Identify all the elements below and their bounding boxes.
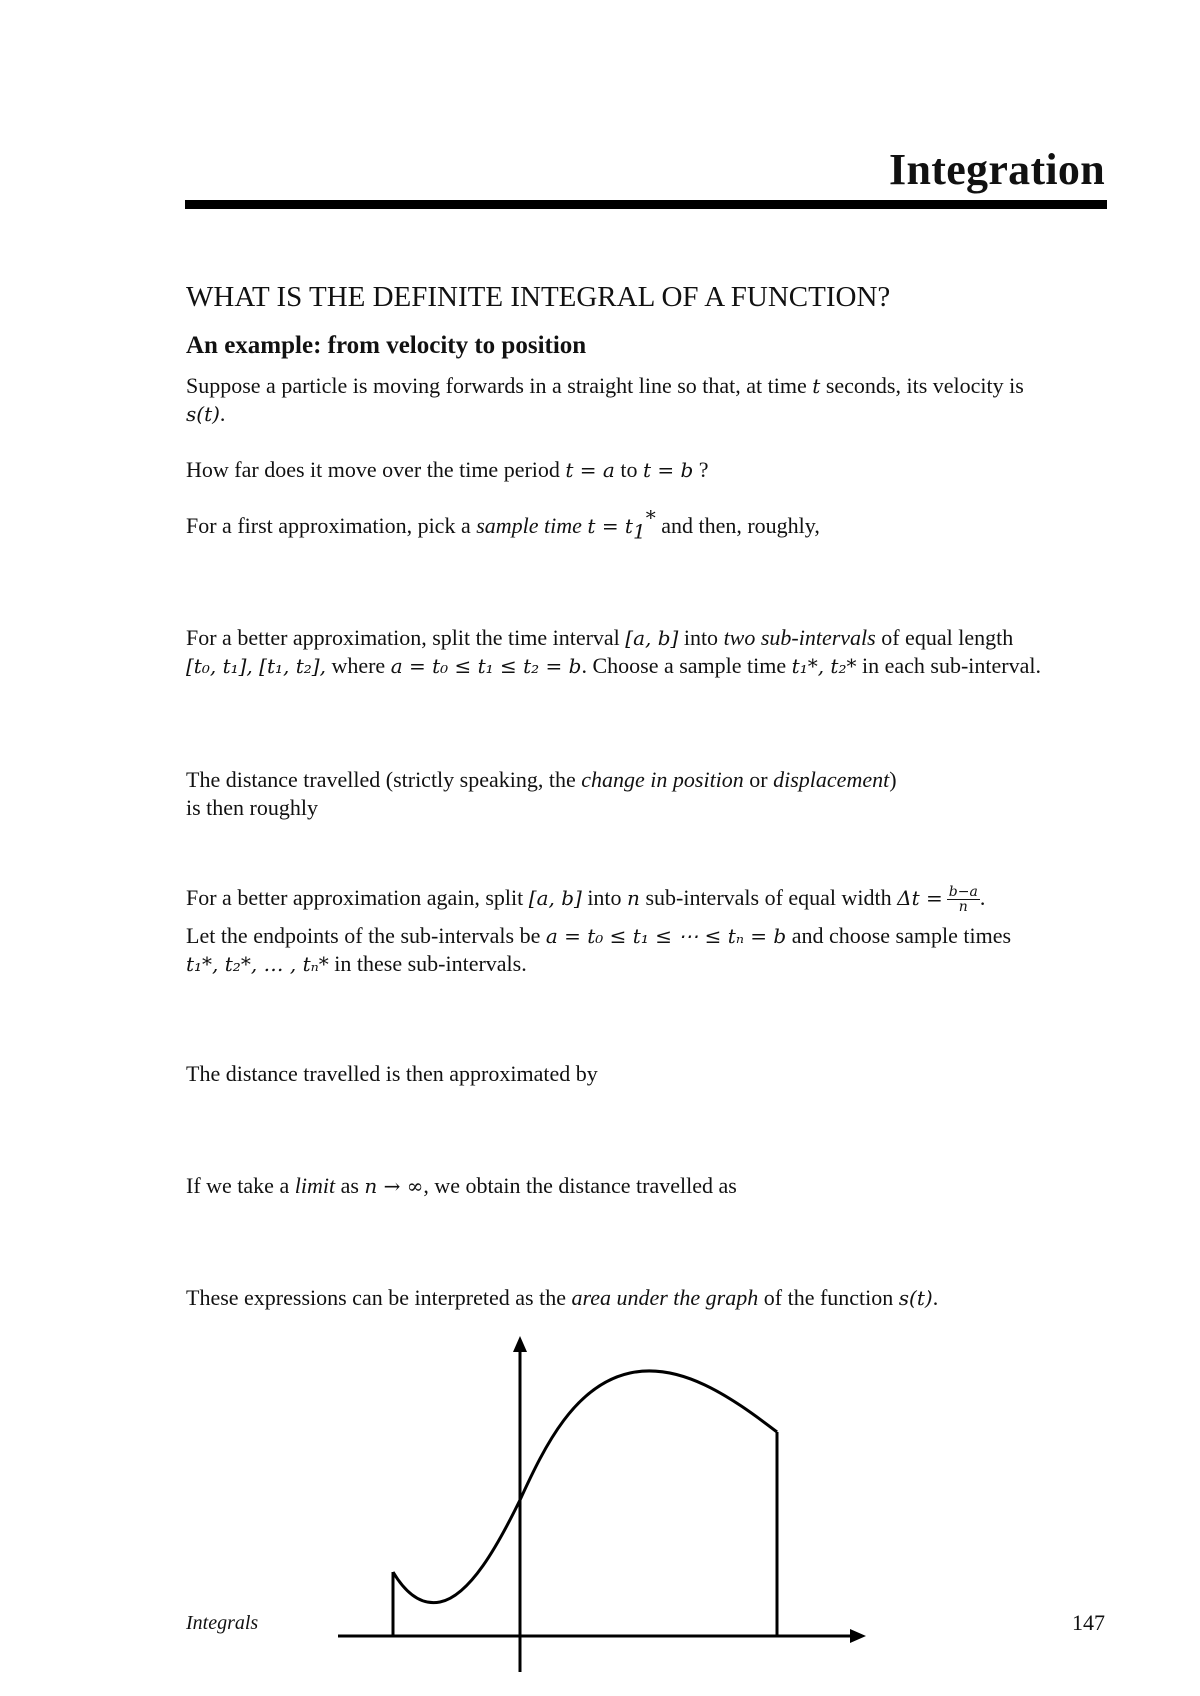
paragraph-6-line-3: t₁*, t₂*, … , tₙ* in these sub-intervals. — [186, 951, 527, 976]
paragraph-5-line-1: The distance travelled (strictly speaking, the change in position or displacement) — [186, 767, 897, 792]
paragraph-1-line-2: s(t). — [186, 401, 226, 426]
page-number: 147 — [1072, 1610, 1105, 1635]
paragraph-2: How far does it move over the time period t = a to t = b ? — [186, 457, 709, 482]
paragraph-3: For a first approximation, pick a sample time $t = t_1^*$ and then, roughly, — [186, 505, 820, 544]
subheading: An example: from velocity to position — [186, 332, 587, 359]
paragraph-9: These expressions can be interpreted as the area under the graph of the function s(t). — [186, 1285, 939, 1310]
paragraph-6-line-1: For a better approximation again, split [a, b] into n sub-intervals of equal width Δt = $\frac{b-a}{n}$ . — [186, 884, 986, 916]
chapter-title: Integration — [889, 145, 1105, 194]
y-axis — [513, 1336, 527, 1672]
paragraph-4-line-2: [t₀, t₁], [t₁, t₂], where a = t₀ ≤ t₁ ≤ t₂ = b. Choose a sample time t₁*, t₂* in each sub-interval. — [186, 653, 1041, 678]
paragraph-6-line-2: Let the endpoints of the sub-intervals be a = t₀ ≤ t₁ ≤ ⋯ ≤ tₙ = b and choose sample times — [186, 923, 1012, 948]
paragraph-5-line-2: is then roughly — [186, 795, 318, 820]
x-axis — [338, 1629, 866, 1643]
paragraph-7: The distance travelled is then approximated by — [186, 1061, 598, 1086]
paragraph-4-line-1: For a better approximation, split the time interval [a, b] into two sub-intervals of equal length — [186, 625, 1014, 650]
section-heading: WHAT IS THE DEFINITE INTEGRAL OF A FUNCTION? — [186, 281, 891, 313]
paragraph-8: If we take a limit as n → ∞, we obtain the distance travelled as — [186, 1173, 737, 1198]
delta-t-fraction: $\frac{b-a}{n}$ — [948, 884, 978, 916]
footer-section-name: Integrals — [186, 1612, 259, 1634]
paragraph-1-line-1: Suppose a particle is moving forwards in a straight line so that, at time t seconds, its velocity is — [186, 373, 1024, 398]
function-curve — [393, 1371, 777, 1603]
